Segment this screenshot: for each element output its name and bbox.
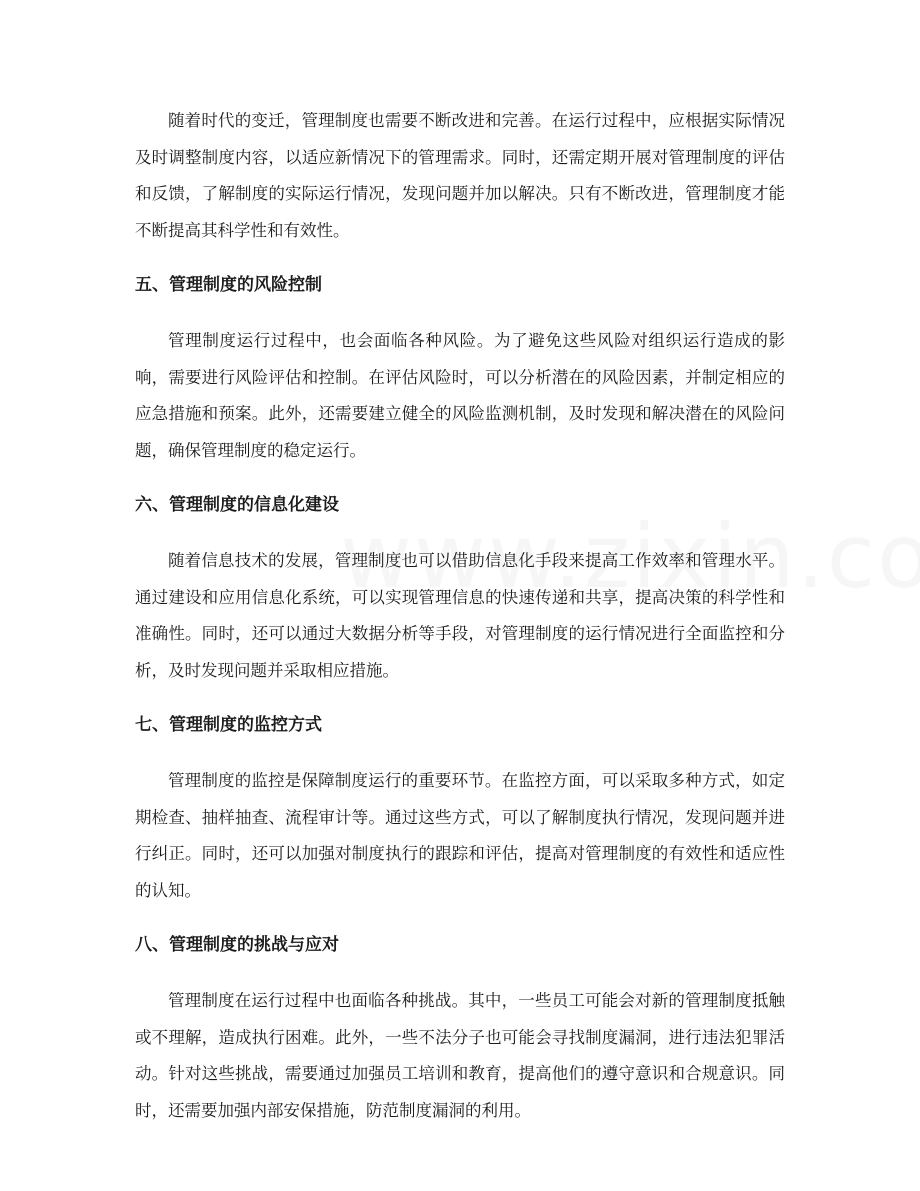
section-8-paragraph: 管理制度在运行过程中也面临各种挑战。其中，一些员工可能会对新的管理制度抵触或不理解，造成执行困难。此外，一些不法分子也可能会寻找制度漏洞，进行违法犯罪活动。针对这些挑战，需要通过加强员工培训和教育，提高他们的遵守意识和合规意识。同时，还需要加强内部安保措施，防范制度漏洞的利用。 [135,991,785,1120]
section-6-paragraph: 随着信息技术的发展，管理制度也可以借助信息化手段来提高工作效率和管理水平。通过建设和应用信息化系统，可以实现管理信息的快速传递和共享，提高决策的科学性和准确性。同时，还可以通过大数据分析等手段，对管理制度的运行情况进行全面监控和分析，及时发现问题并采取相应措施。 [135,551,785,680]
intro-paragraph: 随着时代的变迁，管理制度也需要不断改进和完善。在运行过程中，应根据实际情况及时调整制度内容，以适应新情况下的管理需求。同时，还需定期开展对管理制度的评估和反馈，了解制度的实际运行情况，发现问题并加以解决。只有不断改进，管理制度才能不断提高其科学性和有效性。 [135,111,785,240]
document-body [135,103,785,1129]
section-8-heading: 八、管理制度的挑战与应对 [135,935,339,955]
section-7-heading: 七、管理制度的监控方式 [135,715,322,735]
section-7-paragraph: 管理制度的监控是保障制度运行的重要环节。在监控方面，可以采取多种方式，如定期检查、抽样抽查、流程审计等。通过这些方式，可以了解制度执行情况，发现问题并进行纠正。同时，还可以加强对制度执行的跟踪和评估，提高对管理制度的有效性和适应性的认知。 [135,771,785,900]
section-6-heading: 六、管理制度的信息化建设 [135,495,339,515]
section-5-paragraph: 管理制度运行过程中，也会面临各种风险。为了避免这些风险对组织运行造成的影响，需要进行风险评估和控制。在评估风险时，可以分析潜在的风险因素，并制定相应的应急措施和预案。此外，还需要建立健全的风险监测机制，及时发现和解决潜在的风险问题，确保管理制度的稳定运行。 [135,331,785,460]
section-5-heading: 五、管理制度的风险控制 [135,275,322,295]
